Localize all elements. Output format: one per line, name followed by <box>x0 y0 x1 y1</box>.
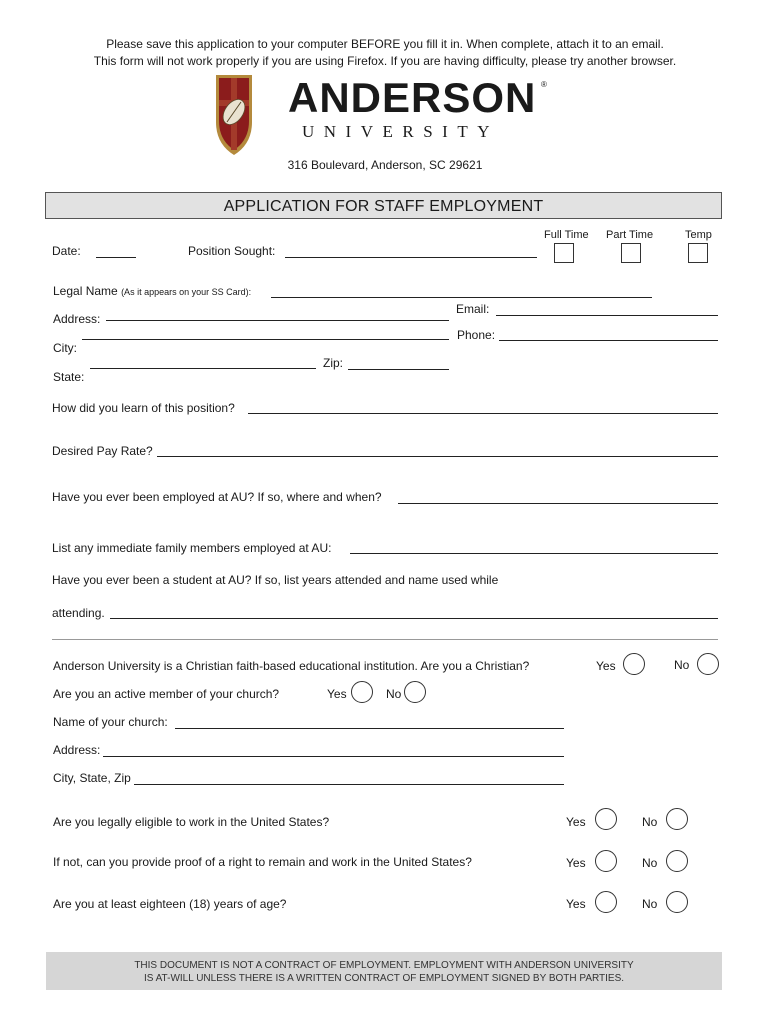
temp-checkbox[interactable] <box>688 243 708 263</box>
phone-field[interactable] <box>499 326 718 341</box>
christian-no-label: No <box>674 658 690 672</box>
church-yes-label: Yes <box>327 687 347 701</box>
disclaimer-line-1: THIS DOCUMENT IS NOT A CONTRACT OF EMPLOYMENT. EMPLOYMENT WITH ANDERSON UNIVERSITY <box>134 960 634 971</box>
part-time-label: Part Time <box>606 229 654 241</box>
proof-no-radio[interactable] <box>666 850 688 872</box>
form-title: APPLICATION FOR STAFF EMPLOYMENT <box>223 198 544 215</box>
learn-field[interactable] <box>248 399 718 414</box>
full-time-checkbox[interactable] <box>554 243 574 263</box>
eligible-no-radio[interactable] <box>666 808 688 830</box>
university-name: ANDERSON <box>288 74 537 121</box>
age-yes-label: Yes <box>566 897 586 911</box>
legal-name-label-text: Legal Name <box>53 284 118 298</box>
eligible-question: Are you legally eligible to work in the United States? <box>53 815 330 829</box>
legal-name-field[interactable] <box>271 283 652 298</box>
legal-name-note: (As it appears on your SS Card): <box>121 287 252 297</box>
student-au-label-2: attending. <box>52 606 105 620</box>
eligible-yes-label: Yes <box>566 815 586 829</box>
date-label: Date: <box>52 244 81 258</box>
church-yes-radio[interactable] <box>351 681 373 703</box>
pay-label: Desired Pay Rate? <box>52 444 153 458</box>
section-divider <box>52 639 718 640</box>
church-city-label: City, State, Zip <box>53 771 131 785</box>
church-name-field[interactable] <box>175 714 564 729</box>
student-au-label: Have you ever been a student at AU? If so, list years attended and name used while <box>52 573 499 587</box>
proof-yes-radio[interactable] <box>595 850 617 872</box>
age-no-label: No <box>642 897 658 911</box>
legal-name-label <box>53 284 251 299</box>
proof-no-label: No <box>642 856 658 870</box>
date-field[interactable] <box>96 243 136 258</box>
temp-label: Temp <box>685 229 712 241</box>
age-no-radio[interactable] <box>666 891 688 913</box>
church-address-field[interactable] <box>103 742 564 757</box>
christian-yes-radio[interactable] <box>623 653 645 675</box>
church-name-label: Name of your church: <box>53 715 168 729</box>
employed-au-field[interactable] <box>398 489 718 504</box>
eligible-no-label: No <box>642 815 658 829</box>
university-address: 316 Boulevard, Anderson, SC 29621 <box>287 158 483 172</box>
church-no-label: No <box>386 687 402 701</box>
address-line-2 <box>82 339 449 340</box>
church-city-field[interactable] <box>134 770 564 785</box>
church-address-label: Address: <box>53 743 101 757</box>
zip-label: Zip: <box>323 356 344 370</box>
proof-yes-label: Yes <box>566 856 586 870</box>
eligible-yes-radio[interactable] <box>595 808 617 830</box>
family-label: List any immediate family members employed at AU: <box>52 541 332 555</box>
learn-label: How did you learn of this position? <box>52 401 235 415</box>
address-field[interactable] <box>106 306 449 321</box>
address-label: Address: <box>53 312 101 326</box>
church-no-radio[interactable] <box>404 681 426 703</box>
university-shield-logo <box>215 74 253 156</box>
pay-field[interactable] <box>157 442 718 457</box>
phone-label: Phone: <box>457 328 496 342</box>
university-subtitle: UNIVERSITY <box>302 122 499 141</box>
part-time-checkbox[interactable] <box>621 243 641 263</box>
notice-line-2: This form will not work properly if you are using Firefox. If you are having difficulty, please try another browser. <box>93 54 677 68</box>
notice-line-1: Please save this application to your computer BEFORE you fill it in. When complete, attach it to an email. <box>106 37 664 51</box>
city-field[interactable] <box>90 354 316 369</box>
employed-au-label: Have you ever been employed at AU? If so, where and when? <box>52 490 382 504</box>
age-question: Are you at least eighteen (18) years of age? <box>53 897 287 911</box>
proof-question: If not, can you provide proof of a right to remain and work in the United States? <box>53 855 472 869</box>
age-yes-radio[interactable] <box>595 891 617 913</box>
state-label: State: <box>53 370 85 384</box>
position-field[interactable] <box>285 243 537 258</box>
christian-question: Anderson University is a Christian faith-based educational institution. Are you a Christian? <box>53 659 530 673</box>
church-member-question: Are you an active member of your church? <box>53 687 280 701</box>
city-label: City: <box>53 341 77 355</box>
notice <box>0 36 770 70</box>
form-title-bar <box>45 192 722 219</box>
position-label: Position Sought: <box>188 244 276 258</box>
email-field[interactable] <box>496 301 718 316</box>
family-field[interactable] <box>350 539 718 554</box>
disclaimer-footer <box>46 952 722 990</box>
christian-yes-label: Yes <box>596 659 616 673</box>
student-au-field[interactable] <box>110 604 718 619</box>
zip-field[interactable] <box>348 355 449 370</box>
disclaimer-line-2: IS AT-WILL UNLESS THERE IS A WRITTEN CONTRACT OF EMPLOYMENT SIGNED BY BOTH PARTIES. <box>143 973 625 984</box>
full-time-label: Full Time <box>544 229 589 241</box>
registered-mark: ® <box>541 80 547 89</box>
christian-no-radio[interactable] <box>697 653 719 675</box>
email-label: Email: <box>456 302 490 316</box>
